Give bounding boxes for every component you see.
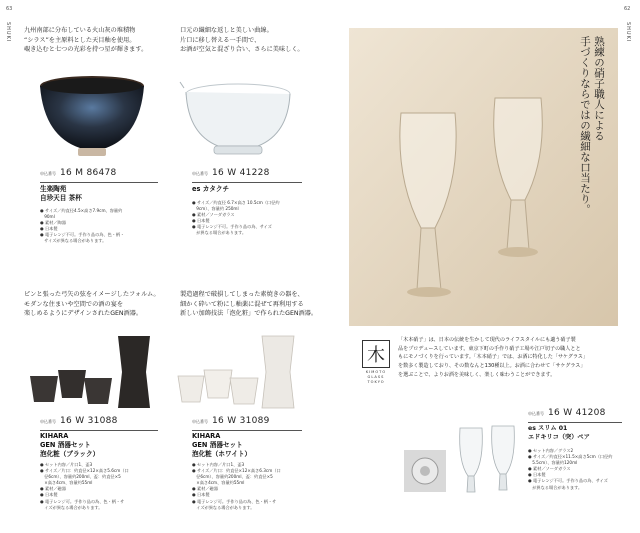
- product3-details: ● セット内容／片口1、盃3 ● サイズ／片口：約直径×12×高さ5.6cm（口 径6cm）、容量約200ml、盃：約直径×5 ×高さ4cm、容量約55ml ● 素材／磁器 ● 日本製 ● 電子レンジ可。手作り品の為、色・柄・サ イズが異なる場合があります。: [40, 462, 129, 510]
- product5-code: 申込番号 16 W 41208: [528, 408, 606, 418]
- product5-divider: [528, 422, 622, 423]
- katakuchi-glass-photo: [178, 64, 298, 164]
- cup1-caption: 九州南部に分布している火山灰の堆積物 “シラス”を主原料とした天目釉を使用。 覗き込むと七つの光彩を持つ星が輝きます。: [24, 27, 148, 53]
- product4-divider: [192, 430, 302, 431]
- cup2-caption: 口元の繊細な返しと美しい曲線。 片口に移し替える一手間で、 お酒が空気と混ざり合い、さらに美味しく。: [180, 27, 304, 53]
- tenmoku-cup-photo: [24, 64, 164, 164]
- kimoto-logo-text: KIMOTO GLASS TOKYO: [365, 370, 387, 384]
- product1-name: 生楽陶苑 自珍天目 茶杯: [40, 185, 82, 202]
- product1-divider: [40, 182, 158, 183]
- gen-black-set-photo: [24, 332, 164, 412]
- kimoto-logo-mark: 木: [362, 340, 390, 368]
- gen-black-caption: ピンと張った弓矢の弦をイメージしたフォルム。 モダンな住まいや空間での酒の宴を 楽しめるようにデザインされたGEN酒器。: [24, 291, 160, 317]
- gen-white-set-photo: [174, 332, 302, 412]
- right-page-number: 62: [624, 6, 631, 12]
- product2-divider: [192, 182, 302, 183]
- product5-details: ● セット内容／グラス2 ● サイズ／約直径×11.5×高さ5cm（口径約 5.5cm）、容量約120ml ● 素材／ソーダガラス ● 日本製 ● 電子レンジ不可。手作り品の為、サイズ が異なる場合があります。: [528, 448, 613, 490]
- product4-details: ● セット内容／片口1、盃3 ● サイズ／片口：約直径×12×高さ6.3cm（口 径6cm）、容量約200ml、盃：約直径×5 ×高さ4cm、容量約55ml ● 素材／磁器 ● 日本製 ● 電子レンジ可。手作り品の為、色・柄・サ イズが異なる場合があります。: [192, 462, 281, 510]
- left-page-number: 63: [6, 6, 13, 12]
- product3-divider: [40, 430, 158, 431]
- product2-code: 申込番号 16 W 41228: [192, 168, 270, 178]
- product4-name: KIHARA GEN 酒器セット 泡化粧（ホワイト）: [192, 432, 252, 458]
- product3-code: 申込番号 16 W 31088: [40, 416, 118, 426]
- gen-white-caption: 製造過程で破損してしまった素焼きの器を、 細かく砕いて粉にし釉薬に混ぜて再利用する 新しい加飾技法「泡化粧」で作られたGEN酒器。: [180, 291, 318, 317]
- product5-name: es スリム 01 エドキリコ（突）ペア: [528, 425, 590, 441]
- product3-name: KIHARA GEN 酒器セット 泡化粧（ブラック）: [40, 432, 100, 458]
- hero-headline: 熟練の硝子職人による 手づくりならではの繊細な口当たり。: [579, 36, 605, 215]
- kiriko-closeup-photo: [404, 450, 446, 492]
- left-side-label: SHUKI: [5, 22, 11, 43]
- kimoto-paragraph: 「木本硝子」は、日本の伝統を生かして現代のライフスタイルにも適う硝子製 品をプロデュースしています。東京下町の手作り硝子工場や江戸切子の職人とと もにモノづくりを行っています。「木本硝子」では、お酒に特化した「サケグラス」 を数多く製造しており、その数なんと130種以上。お酒に合わせて「サケグラス」 を選ぶことで、よりお酒を美味しく、楽しく味わうことができます。: [398, 337, 588, 378]
- product4-code: 申込番号 16 W 31089: [192, 416, 270, 426]
- product1-details: ● サイズ／約直径4.5×高さ7.9cm、容量約 90ml ● 素材／陶器 ● 日本製 ● 電子レンジ不可。手作り品の為、色・柄・ サイズが異なる場合があります。: [40, 208, 125, 244]
- product2-details: ● サイズ／約直径 6.7×高さ 10.5cm（口径約 9cm）、容量約 250ml ● 素材／ソーダガラス ● 日本製 ● 電子レンジ不可。手作り品の為、サイズ が異なる場合があります。: [192, 200, 280, 236]
- product2-name: es カタクチ: [192, 185, 230, 193]
- slim-glass-pair-photo: [452, 422, 522, 498]
- product1-code: 申込番号 16 M 86478: [40, 168, 117, 178]
- right-side-label: SHUKI: [625, 22, 631, 43]
